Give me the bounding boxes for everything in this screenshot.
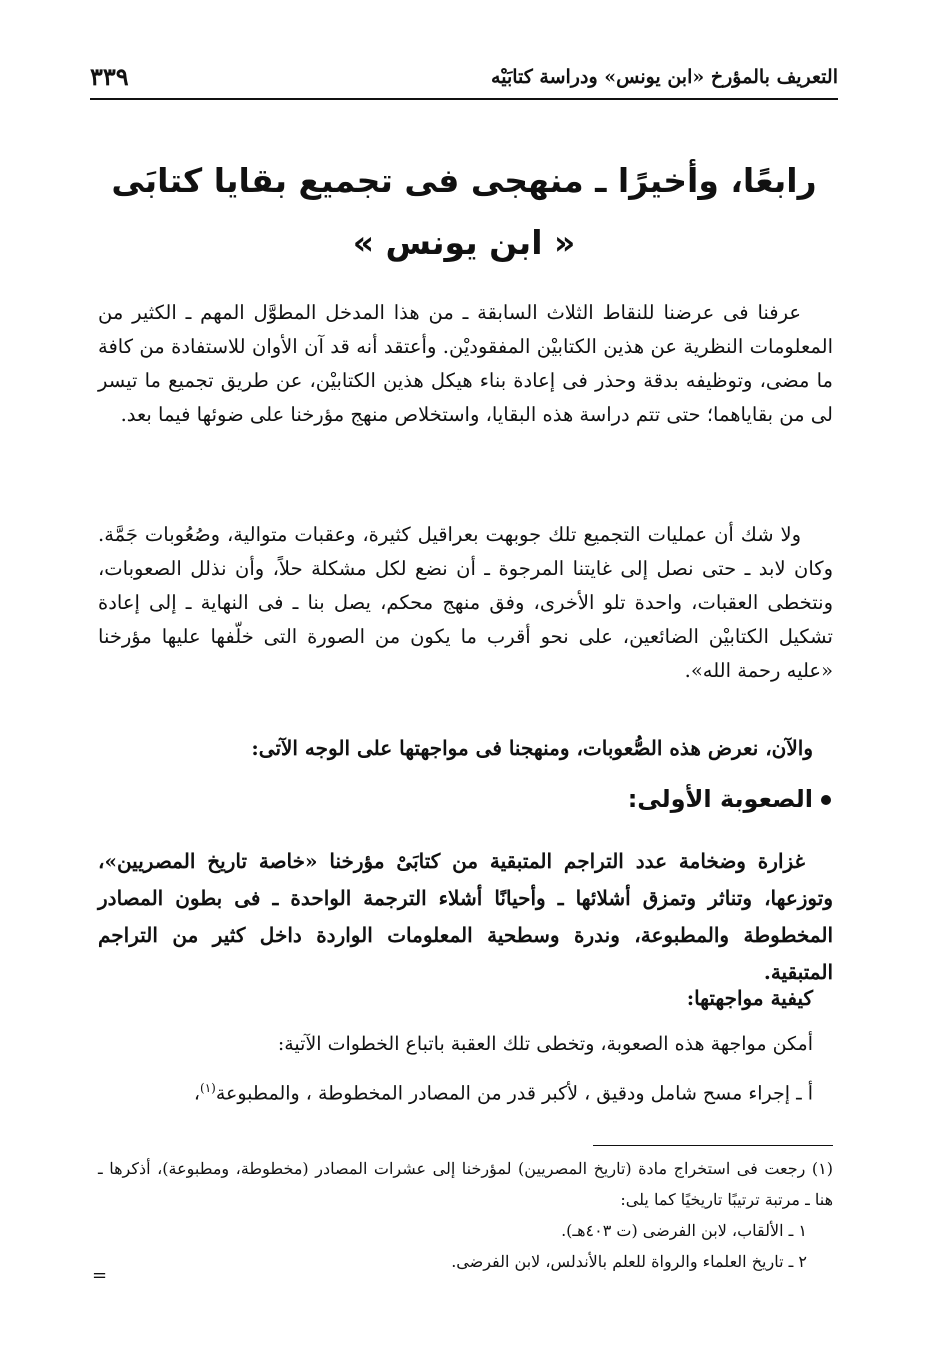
difficulties-intro: والآن، نعرض هذه الصُّعوبات، ومنهجنا فى مواجهتها على الوجه الآتى: <box>251 736 813 760</box>
page-number: ٣٣٩ <box>90 62 129 91</box>
how-to-face-heading: كيفية مواجهتها: <box>686 986 813 1010</box>
step-a <box>194 1081 813 1104</box>
paragraph-2-text: ولا شك أن عمليات التجميع تلك جوبهت بعراقيل كثيرة، وعقبات متوالية، وصُعُوبات جَمَّة. وكان لابد ـ حتى نصل إلى غايتنا المرجوة ـ أن نضع لكل مشكلة حلاً، وأن نذلل الصعوبات، ونتخطى العقبات، واحدة تلو الأخرى، وفق منهج محكم، يصل بنا ـ فى النهاية ـ إلى إعادة تشكيل الكتابيْن الضائعين، على نحو أقرب ما يكون من الصورة التى خلّفها عليها مؤرخنا «عليه رحمة الله». <box>98 523 833 682</box>
footnote-ref-1: (١) <box>200 1081 216 1095</box>
step-a-end: ، <box>193 1082 201 1105</box>
footnote-1: (١) رجعت فى استخراج مادة (تاريخ المصريين) لمؤرخنا إلى عشرات المصادر (مخطوطة، ومطبوعة)، أذكرها ـ هنا ـ مرتبة ترتيبًا تاريخيًا كما يلى: <box>98 1159 833 1209</box>
paragraph-1-text: عرفنا فى عرضنا للنقاط الثلاث السابقة ـ من هذا المدخل المطوَّل المهم ـ الكثير من المعلومات النظرية عن هذين الكتابيْن المفقوديْن. وأعتقد أنه قد آن الأوان للاستفادة من كافة ما مضى، وتوظيفه بدقة وحذر فى إعادة بناء هيكل هذين الكتابيْن، عن طريق تجميع ما تيسر لى من بقاياهما؛ حتى تتم دراسة هذه البقايا، واستخلاص منهج مؤرخنا على ضوئها فيما بعد. <box>98 301 833 426</box>
first-difficulty-heading-text: الصعوبة الأولى: <box>627 785 813 813</box>
paragraph-2 <box>98 518 833 688</box>
first-difficulty-text: غزارة وضخامة عدد التراجم المتبقية من كتابَىْ مؤرخنا «خاصة تاريخ المصريين»، وتوزعها، وتناثر وتمزق أشلائها ـ وأحيانًا أشلاء الترجمة الواحدة ـ فى بطون المصادر المخطوطة والمطبوعة، وندرة وسطحية المعلومات الواردة داخل كثير من التراجم المتبقية. <box>98 849 833 984</box>
running-header <box>90 58 838 100</box>
footnotes <box>98 1153 833 1277</box>
footnote-item-2: ٢ ـ تاريخ العلماء والرواة للعلم بالأندلس، لابن الفرضى. <box>451 1252 807 1271</box>
footnote-item-1: ١ ـ الألقاب، لابن الفرضى (ت ٤٠٣هـ). <box>561 1221 807 1240</box>
section-title <box>90 150 838 274</box>
steps-intro: أمكن مواجهة هذه الصعوبة، وتخطى تلك العقبة باتباع الخطوات الآتية: <box>277 1033 813 1055</box>
bullet-icon <box>821 795 831 805</box>
continuation-mark: = <box>92 1265 108 1286</box>
paragraph-1 <box>98 296 833 432</box>
step-a-text: أ ـ إجراء مسح شامل ودقيق ، لأكبر قدر من المصادر المخطوطة ، والمطبوعة <box>215 1082 813 1105</box>
footnote-divider <box>593 1145 833 1146</box>
first-difficulty-heading <box>628 785 831 813</box>
section-title-line-2: « ابن يونس » <box>352 223 576 262</box>
header-title: التعريف بالمؤرخ «ابن يونس» ودراسة كتابَيْه <box>491 66 838 88</box>
section-title-line-1: رابعًا، وأخيرًا ـ منهجى فى تجميع بقايا كتابَى <box>111 161 817 200</box>
